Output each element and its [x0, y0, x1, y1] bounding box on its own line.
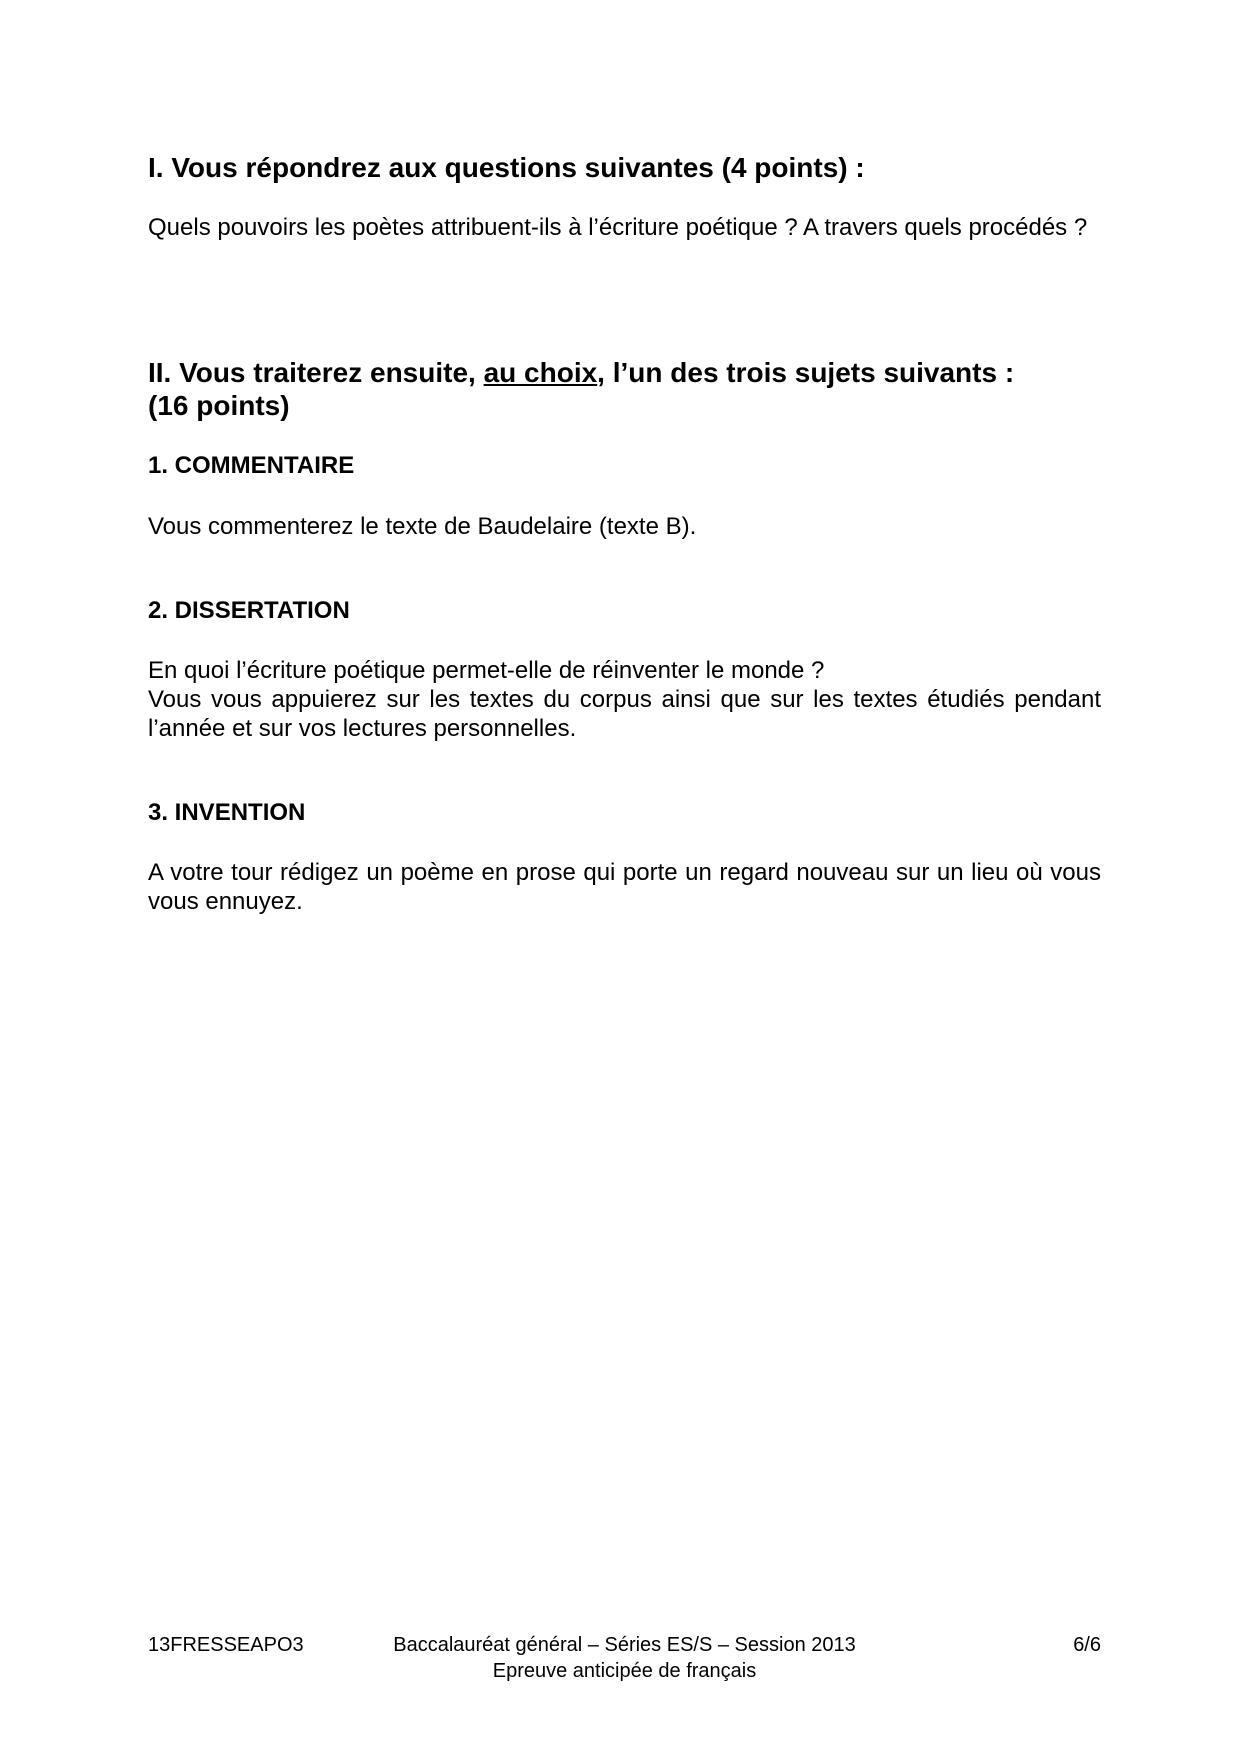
subject-1-line-1: Vous commenterez le texte de Baudelaire (texte B).	[148, 513, 697, 540]
section2-heading-part1: II. Vous traiterez ensuite,	[148, 357, 484, 388]
section2-heading-part2: , l’un des trois sujets suivants :	[597, 357, 1015, 388]
subject-3-line-1: A votre tour rédigez un poème en prose qui porte un regard nouveau sur un lieu où vous vous ennuyez.	[148, 859, 1101, 915]
subject-1-title: 1. COMMENTAIRE	[148, 452, 355, 479]
page-footer	[148, 1632, 1101, 1692]
section2-heading-points: (16 points)	[148, 390, 290, 421]
footer-page-number: 6/6	[1073, 1634, 1101, 1656]
subject-3-title: 3. INVENTION	[148, 799, 306, 826]
section2-heading-choice: au choix	[483, 357, 598, 388]
subject-2-line-1: En quoi l’écriture poétique permet-elle de réinventer le monde ?	[148, 657, 825, 684]
section2-heading	[148, 357, 1101, 389]
subject-2-line-2: Vous vous appuierez sur les textes du corpus ainsi que sur les textes étudiés pendant l’année et sur vos lectures personnelles.	[148, 686, 1101, 742]
subject-2-title: 2. DISSERTATION	[148, 597, 350, 624]
section1-question: Quels pouvoirs les poètes attribuent-ils à l’écriture poétique ? A travers quels procédés ?	[148, 214, 1088, 241]
footer-code: 13FRESSEAPO3	[148, 1634, 304, 1656]
footer-center	[148, 1632, 1101, 1684]
footer-line-2: Epreuve anticipée de français	[492, 1660, 757, 1682]
section1-heading: I. Vous répondrez aux questions suivantes (4 points) :	[148, 152, 865, 183]
footer-line-1: Baccalauréat général – Séries ES/S – Session 2013	[393, 1634, 856, 1656]
